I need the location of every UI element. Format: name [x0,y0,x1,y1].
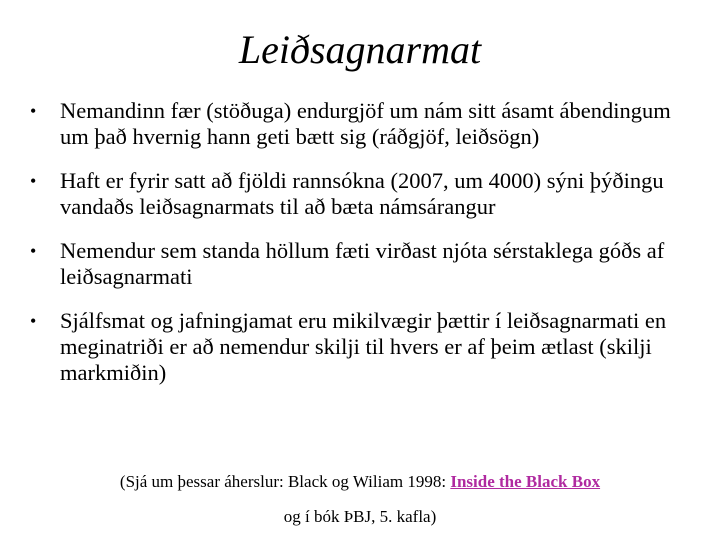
bullet-item [30,308,700,386]
bullet-text: Haft er fyrir satt að fjöldi rannsókna (2007, um 4000) sýni þýðingu vandaðs leiðsagnarmats til að bæta námsárangur [60,168,664,219]
bullet-item [30,238,700,290]
bullet-marker: • [30,171,37,191]
bullet-text: Sjálfsmat og jafningjamat eru mikilvægir þættir í leiðsagnarmati en meginatriði er að nemendur skilji til hvers er af þeim ætlast (skilji markmiðin) [60,308,667,385]
bullet-item [30,168,700,220]
bullet-marker: • [30,241,37,261]
bullet-text: Nemandinn fær (stöðuga) endurgjöf um nám sitt ásamt ábendingum um það hvernig hann geti bætt sig (ráðgjöf, leiðsögn) [60,98,671,149]
reference-prefix: (Sjá um þessar áherslur: Black og Wiliam 1998: [119,472,451,491]
bullet-marker: • [30,311,37,331]
slide-title: Leiðsagnarmat [238,27,482,72]
bullet-text: Nemendur sem standa höllum fæti virðast njóta sérstaklega góðs af leiðsagnarmati [60,238,665,289]
reference-line-2: og í bók ÞBJ, 5. kafla) [283,507,437,526]
bullet-marker: • [30,101,37,121]
reference-line-1 [0,472,720,492]
reference-link[interactable]: Inside the Black Box [450,472,601,491]
bullet-item [30,98,700,150]
bullet-list [30,98,700,404]
